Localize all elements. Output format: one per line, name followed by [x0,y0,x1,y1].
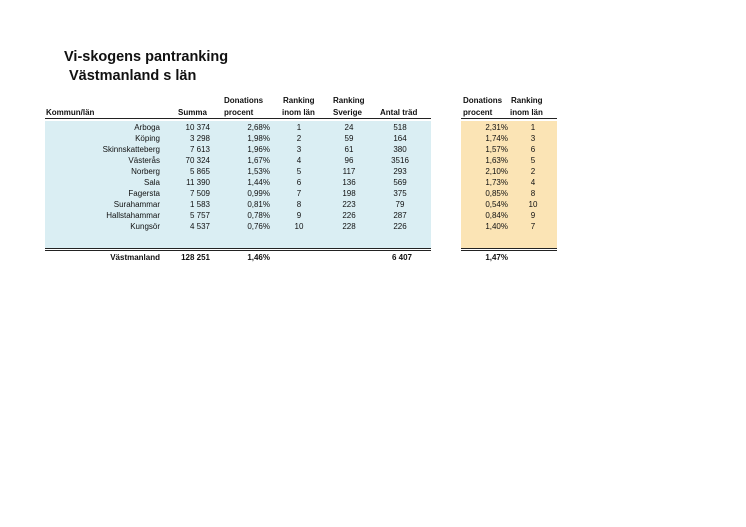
cell-kommun: Skinnskatteberg [102,145,160,154]
cell-right-rank: 7 [530,222,536,231]
cell-right-rank: 10 [528,200,538,209]
total-summa: 128 251 [181,253,210,262]
cell-antal-trad: 380 [393,145,407,154]
cell-kommun: Västerås [128,156,160,165]
cell-rank-lan: 6 [296,178,302,187]
cell-rank-lan: 5 [296,167,302,176]
cell-summa: 7 613 [189,145,210,154]
cell-right-rank: 2 [530,167,536,176]
cell-rank-lan: 8 [296,200,302,209]
header-right-donations-line1: Donations [463,96,503,105]
cell-rank-lan: 4 [296,156,302,165]
cell-antal-trad: 293 [393,167,407,176]
cell-kommun: Hallstahammar [106,211,160,220]
cell-right-rank: 6 [530,145,536,154]
cell-right-rank: 1 [530,123,536,132]
cell-procent: 0,81% [247,200,270,209]
total-kommun: Västmanland [110,253,160,262]
cell-right-procent: 0,54% [485,200,508,209]
cell-kommun: Kungsör [130,222,160,231]
cell-right-procent: 1,57% [485,145,508,154]
cell-summa: 7 509 [189,189,210,198]
total-procent: 1,46% [247,253,270,262]
cell-right-procent: 1,63% [485,156,508,165]
cell-summa: 5 757 [189,211,210,220]
cell-rank-sverige: 61 [344,145,354,154]
cell-procent: 1,67% [247,156,270,165]
header-summa: Summa [178,108,207,117]
page-subtitle: Västmanland s län [69,68,197,84]
cell-right-procent: 2,31% [485,123,508,132]
header-rule-right [461,118,557,119]
cell-rank-lan: 3 [296,145,302,154]
page-title: Vi-skogens pantranking [64,49,229,65]
cell-kommun: Arboga [134,123,160,132]
cell-rank-sverige: 96 [344,156,354,165]
cell-summa: 70 324 [185,156,210,165]
header-rank-sverige-line1: Ranking [333,96,365,105]
cell-right-rank: 3 [530,134,536,143]
header-right-rank-line1: Ranking [511,96,543,105]
header-kommun: Kommun/län [46,108,95,117]
cell-rank-sverige: 198 [342,189,356,198]
header-donations-line1: Donations [224,96,264,105]
total-rule-bottom-main [45,250,431,251]
cell-procent: 1,98% [247,134,270,143]
cell-kommun: Surahammar [113,200,160,209]
cell-procent: 1,44% [247,178,270,187]
cell-rank-lan: 1 [296,123,302,132]
cell-rank-sverige: 59 [344,134,354,143]
cell-right-rank: 4 [530,178,536,187]
cell-rank-lan: 2 [296,134,302,143]
cell-kommun: Köping [135,134,160,143]
cell-rank-sverige: 228 [342,222,356,231]
cell-procent: 0,76% [247,222,270,231]
cell-procent: 2,68% [247,123,270,132]
cell-summa: 3 298 [189,134,210,143]
cell-rank-sverige: 24 [344,123,354,132]
total-rule-bottom-right [461,250,557,251]
cell-right-procent: 1,73% [485,178,508,187]
total-right-procent: 1,47% [485,253,508,262]
header-right-donations-line2: procent [463,108,493,117]
cell-right-rank: 5 [530,156,536,165]
cell-rank-sverige: 136 [342,178,356,187]
header-rank-lan-line2: inom län [282,108,315,117]
cell-right-procent: 1,40% [485,222,508,231]
cell-antal-trad: 79 [395,200,405,209]
cell-procent: 1,96% [247,145,270,154]
header-donations-line2: procent [224,108,254,117]
cell-procent: 0,78% [247,211,270,220]
cell-summa: 4 537 [189,222,210,231]
cell-antal-trad: 287 [393,211,407,220]
cell-right-rank: 8 [530,189,536,198]
cell-right-procent: 0,85% [485,189,508,198]
cell-summa: 11 390 [186,178,210,187]
total-rule-top-main [45,248,431,249]
cell-antal-trad: 569 [393,178,407,187]
cell-procent: 0,99% [247,189,270,198]
cell-kommun: Fagersta [128,189,160,198]
cell-procent: 1,53% [247,167,270,176]
cell-rank-sverige: 223 [342,200,356,209]
cell-summa: 5 865 [189,167,210,176]
cell-rank-sverige: 117 [342,167,356,176]
cell-right-procent: 2,10% [485,167,508,176]
header-antal-trad: Antal träd [380,108,418,117]
cell-right-rank: 9 [530,211,536,220]
cell-kommun: Norberg [131,167,160,176]
cell-antal-trad: 3516 [391,156,409,165]
cell-antal-trad: 375 [393,189,407,198]
cell-kommun: Sala [143,178,160,187]
header-right-rank-line2: inom län [510,108,543,117]
cell-antal-trad: 518 [393,123,407,132]
cell-antal-trad: 164 [393,134,407,143]
header-rank-sverige-line2: Sverige [333,108,362,117]
cell-rank-lan: 7 [296,189,302,198]
total-rule-top-right [461,248,557,249]
cell-summa: 10 374 [185,123,210,132]
total-trad: 6 407 [391,253,412,262]
cell-antal-trad: 226 [393,222,407,231]
cell-summa: 1 583 [189,200,210,209]
cell-rank-lan: 9 [296,211,302,220]
header-rule-main [45,118,431,119]
cell-rank-sverige: 226 [342,211,356,220]
cell-rank-lan: 10 [294,222,304,231]
cell-right-procent: 0,84% [485,211,508,220]
header-rank-lan-line1: Ranking [283,96,315,105]
cell-right-procent: 1,74% [485,134,508,143]
